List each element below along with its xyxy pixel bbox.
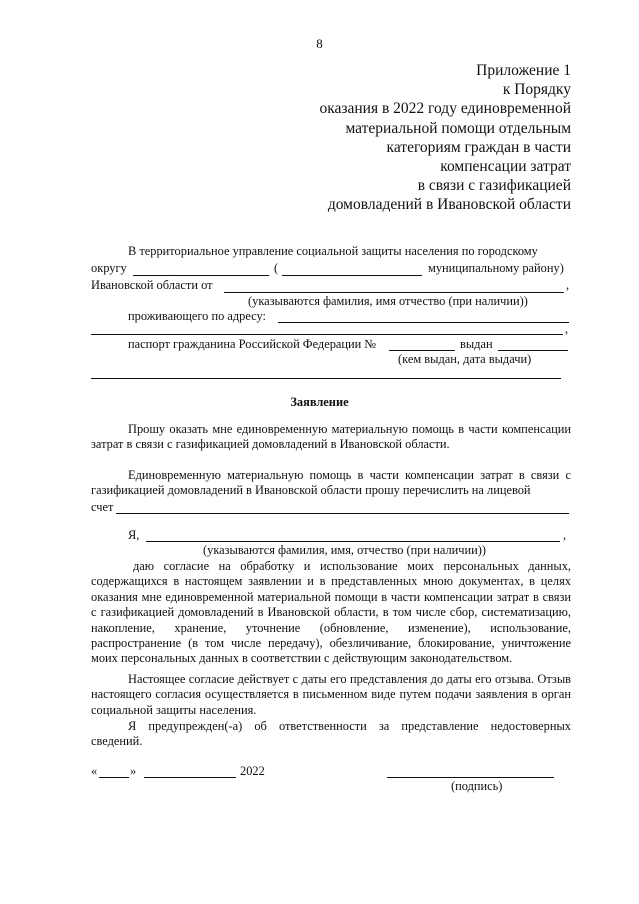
issued-label: выдан [460, 337, 493, 351]
addressee-line: В территориальное управление социальной защиты населения по городскому [128, 244, 538, 258]
okrug-field[interactable] [133, 275, 269, 276]
passport-number-field[interactable] [389, 350, 455, 351]
appendix-line: компенсации затрат [440, 158, 571, 176]
month-field[interactable] [144, 777, 236, 778]
appendix-block [319, 61, 571, 215]
transfer-paragraph: Единовременную материальную помощь в части компенсации затрат в связи с газификацией домовладений в Ивановской области прошу перечислить на лицевой [91, 468, 571, 498]
validity-paragraph: Настоящее согласие действует с даты его представления до даты его отзыва. Отзыв настоящего согласия осуществляется в письменном виде путем подачи заявления в орган социальной защиты населения. [91, 672, 571, 717]
account-label: счет [91, 500, 114, 514]
address-label: проживающего по адресу: [128, 309, 266, 323]
request-paragraph: Прошу оказать мне единовременную материальную помощь в части компенсации затрат в связи с газификацией домовладений в Ивановской области. [91, 422, 571, 452]
appendix-line: оказания в 2022 году единовременной [319, 100, 571, 118]
appendix-line: домовладений в Ивановской области [327, 196, 571, 214]
municipal-label: муниципальному району) [428, 261, 564, 275]
address-field[interactable] [278, 322, 569, 323]
comma: , [565, 322, 569, 336]
document-title: Заявление [290, 395, 349, 409]
issued-by-field[interactable] [91, 378, 561, 379]
appendix-line: к Порядку [502, 81, 571, 99]
appendix-line: материальной помощи отдельным [345, 119, 571, 137]
signature-hint: (подпись) [451, 779, 503, 793]
fio-hint: (указываются фамилия, имя отчество (при наличии)) [248, 294, 528, 308]
year-label: 2022 [240, 764, 265, 778]
day-field[interactable] [99, 777, 129, 778]
page-number: 8 [316, 36, 323, 51]
quote-close: » [130, 764, 137, 778]
municipal-field[interactable] [282, 275, 422, 276]
account-field[interactable] [116, 513, 569, 514]
warning-paragraph: Я предупрежден(-а) об ответственности за представление недостоверных сведений. [91, 719, 571, 749]
passport-label: паспорт гражданина Российской Федерации № [128, 337, 377, 351]
consent-paragraph: даю согласие на обработку и использование моих персональных данных, содержащихся в настоящем заявлении и в представленных мною документах, в целях оказания мне единовременной материальной помощи в части компенсации затрат в связи с газификацией домовладений в Ивановской области, в том числе сбор, систематизацию, накопление, хранение, уточнение (обновление, изменение), использование, распространение (в том числе передачу), обезличивание, блокирование, уничтожение моих персональных данных в соответствии с действующим законодательством. [91, 559, 571, 666]
issued-field[interactable] [498, 350, 568, 351]
issued-hint: (кем выдан, дата выдачи) [398, 352, 532, 366]
consent-name-field[interactable] [146, 541, 560, 542]
address-field-2[interactable] [91, 334, 563, 335]
appendix-line: Приложение 1 [476, 62, 571, 79]
signature-field[interactable] [387, 777, 554, 778]
appendix-line: категориям граждан в части [386, 138, 571, 156]
appendix-line: в связи с газификацией [417, 177, 571, 195]
consent-fio-hint: (указываются фамилия, имя, отчество (при наличии)) [203, 543, 487, 557]
comma: , [563, 528, 567, 542]
quote-open: « [91, 764, 98, 778]
comma: , [566, 278, 570, 292]
ya-label: Я, [128, 528, 140, 542]
applicant-name-field[interactable] [224, 292, 564, 293]
from-label: Ивановской области от [91, 278, 213, 292]
paren-open: ( [274, 261, 279, 275]
okrug-label: округу [91, 261, 127, 275]
